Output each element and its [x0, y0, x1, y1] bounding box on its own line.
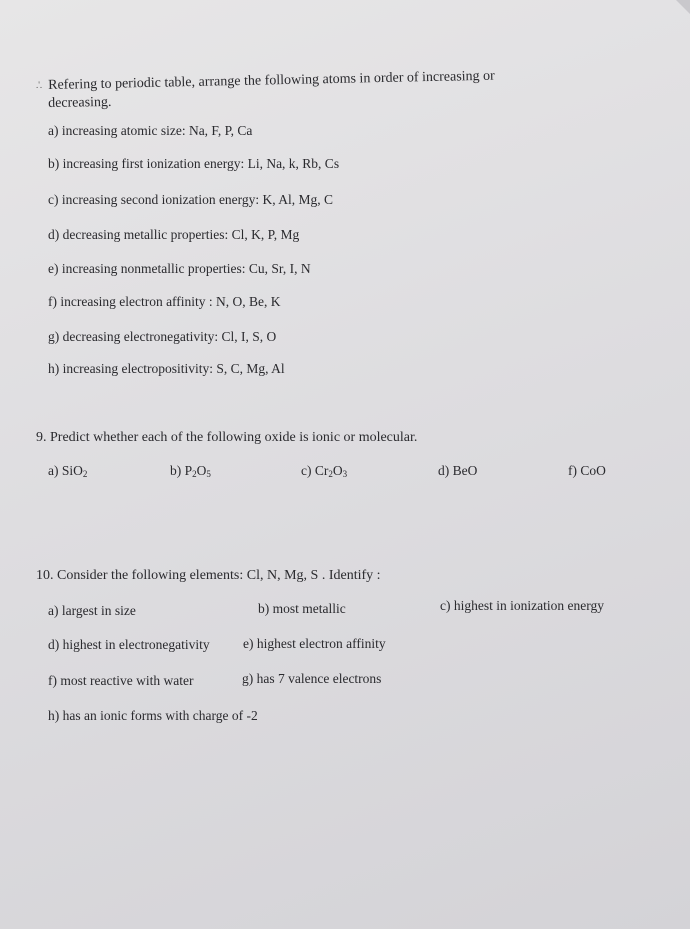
- q8-item-h: h) increasing electropositivity: S, C, Mg, Al: [48, 361, 285, 376]
- q10-item-c: c) highest in ionization energy: [440, 598, 604, 613]
- q10-item-b: b) most metallic: [258, 601, 346, 616]
- q9-option-d: d) BeO: [438, 463, 478, 478]
- q10-item-d: d) highest in electronegativity: [48, 637, 210, 652]
- q8-item-g: g) decreasing electronegativity: Cl, I, S, O: [48, 329, 277, 344]
- q10-item-a: a) largest in size: [48, 603, 136, 618]
- q9-option-f: f) CoO: [568, 463, 606, 478]
- q10-item-e: e) highest electron affinity: [243, 636, 386, 651]
- q8-item-b: b) increasing first ionization energy: Li, Na, k, Rb, Cs: [48, 156, 340, 171]
- q9-option-c: c) $Cr_2O_3$: [301, 463, 348, 479]
- q10-item-h: h) has an ionic forms with charge of -2: [48, 708, 258, 723]
- q8-heading-continued: decreasing.: [48, 94, 112, 111]
- q8-item-c: c) increasing second ionization energy: K, Al, Mg, C: [48, 192, 334, 207]
- q8-item-f: f) increasing electron affinity : N, O, Be, K: [48, 294, 281, 309]
- q9-heading: 9. Predict whether each of the following oxide is ionic or molecular.: [36, 430, 418, 445]
- q10-heading: 10. Consider the following elements: Cl, N, Mg, S . Identify :: [36, 568, 381, 583]
- paper-corner: [676, 0, 690, 14]
- q10-item-f: f) most reactive with water: [48, 673, 194, 688]
- q10-item-g: g) has 7 valence electrons: [242, 671, 382, 686]
- q8-item-d: d) decreasing metallic properties: Cl, K, P, Mg: [48, 227, 300, 242]
- q8-item-a: a) increasing atomic size: Na, F, P, Ca: [48, 123, 253, 138]
- question-marker: .'.: [36, 80, 43, 90]
- q8-heading: Refering to periodic table, arrange the following atoms in order of increasing or: [48, 68, 495, 93]
- q9-option-b: b) $P_2O_5$: [170, 463, 211, 479]
- q8-item-e: e) increasing nonmetallic properties: Cu, Sr, I, N: [48, 261, 311, 276]
- q9-option-a: a) SiO$_2$: [48, 463, 88, 479]
